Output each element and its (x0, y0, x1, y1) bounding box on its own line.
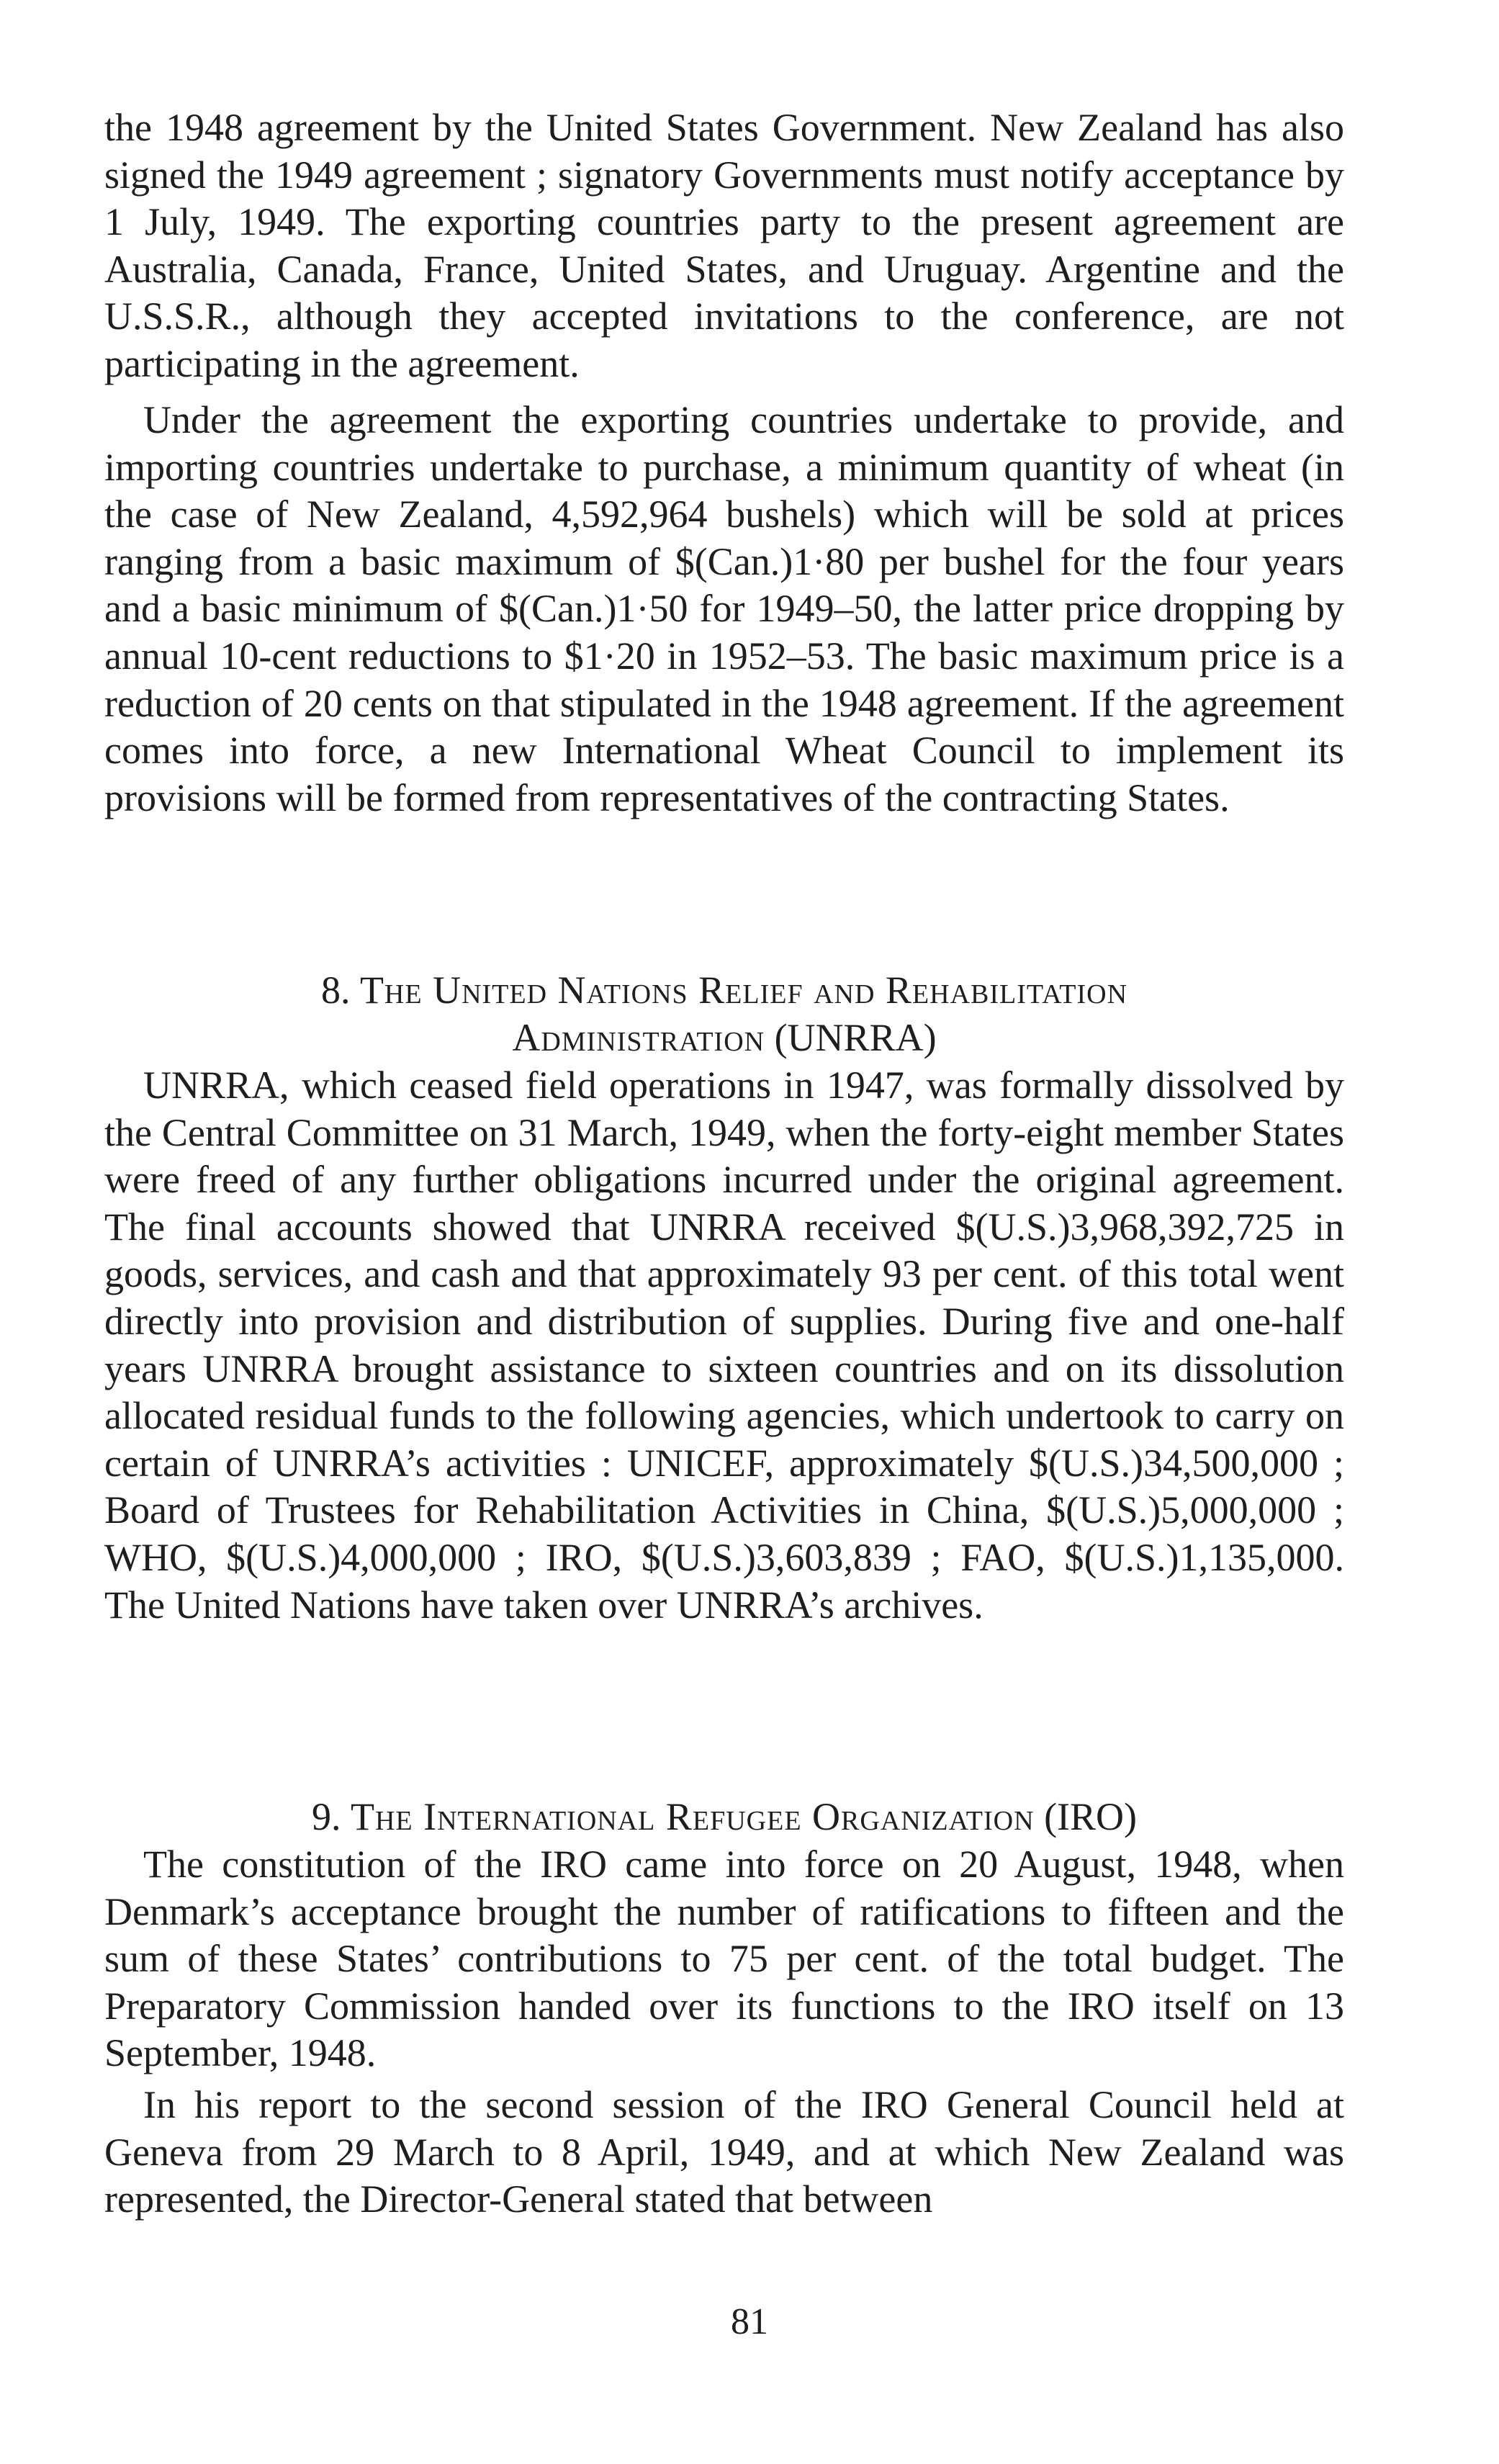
page-number: 81 (731, 2301, 768, 2342)
paragraph-iro-constitution: The constitution of the IRO came into force on 20 August, 1948, when Denmark’s acceptance brought the number of ratifications to fifteen and the sum of these States’ contributions to 75 per cent. of the total budget. The Preparatory Commission handed over its functions to the IRO itself on 13 September, 1948. (104, 1843, 1344, 2075)
section-heading-line1 (104, 966, 1344, 1014)
section-title-continued: Administration (512, 1016, 765, 1059)
section-heading-line2 (104, 1014, 1344, 1061)
section-acronym: (IRO) (1044, 1795, 1138, 1838)
section-number: 8. (320, 968, 351, 1012)
paragraph-unrra-dissolution: UNRRA, which ceased field operations in 1947, was formally dissolved by the Central Committee on 31 March, 1949, when the forty-eight member States were freed of any further obligations incurred under the original agreement. The final accounts showed that UNRRA received $(U.S.)3,968,392,725 in goods, services, and cash and that approximately 93 per cent. of this total went directly into provision and distribution of supplies. During five and one-half years UNRRA brought assistance to sixteen countries and on its dissolution allocated residual funds to the following agencies, which undertook to carry on certain of UNRRA’s activities : UNICEF, approximately $(U.S.)34,500,000 ; Board of Trustees for Rehabilitation Activities in China, $(U.S.)5,000,000 ; WHO, $(U.S.)4,000,000 ; IRO, $(U.S.)3,603,839 ; FAO, $(U.S.)1,135,000. The United Nations have taken over UNRRA’s archives. (104, 1064, 1344, 1627)
section-title: The International Refugee Organization (350, 1795, 1035, 1838)
section-heading-unrra (104, 966, 1344, 1061)
paragraph-wheat-agreement-continued: the 1948 agreement by the United States Government. New Zealand has also signed the 1949 agreement ; signatory Governments must notify acceptance by 1 July, 1949. The exporting countries party to the present agreement are Australia, Canada, France, United States, and Uruguay. Argentine and the U.S.S.R., although they accepted invitations to the conference, are not participating in the agreement. (104, 106, 1344, 385)
section-acronym: (UNRRA) (774, 1016, 937, 1059)
section-title: The United Nations Relief and Rehabilitation (359, 968, 1128, 1012)
section-number: 9. (311, 1795, 341, 1838)
paragraph-wheat-agreement-terms: Under the agreement the exporting countries undertake to provide, and importing countries undertake to purchase, a minimum quantity of wheat (in the case of New Zealand, 4,592,964 bushels) which will be sold at prices ranging from a basic maximum of $(Can.)1·80 per bushel for the four years and a basic minimum of $(Can.)1·50 for 1949–50, the latter price dropping by annual 10-cent reductions to $1·20 in 1952–53. The basic maximum price is a reduction of 20 cents on that stipulated in the 1948 agreement. If the agreement comes into force, a new International Wheat Council to implement its provisions will be formed from representatives of the contracting States. (104, 398, 1344, 819)
section-heading-iro (104, 1793, 1344, 1840)
paragraph-iro-report: In his report to the second session of the IRO General Council held at Geneva from 29 March to 8 April, 1949, and at which New Zealand was represented, the Director-General stated that between (104, 2083, 1344, 2221)
